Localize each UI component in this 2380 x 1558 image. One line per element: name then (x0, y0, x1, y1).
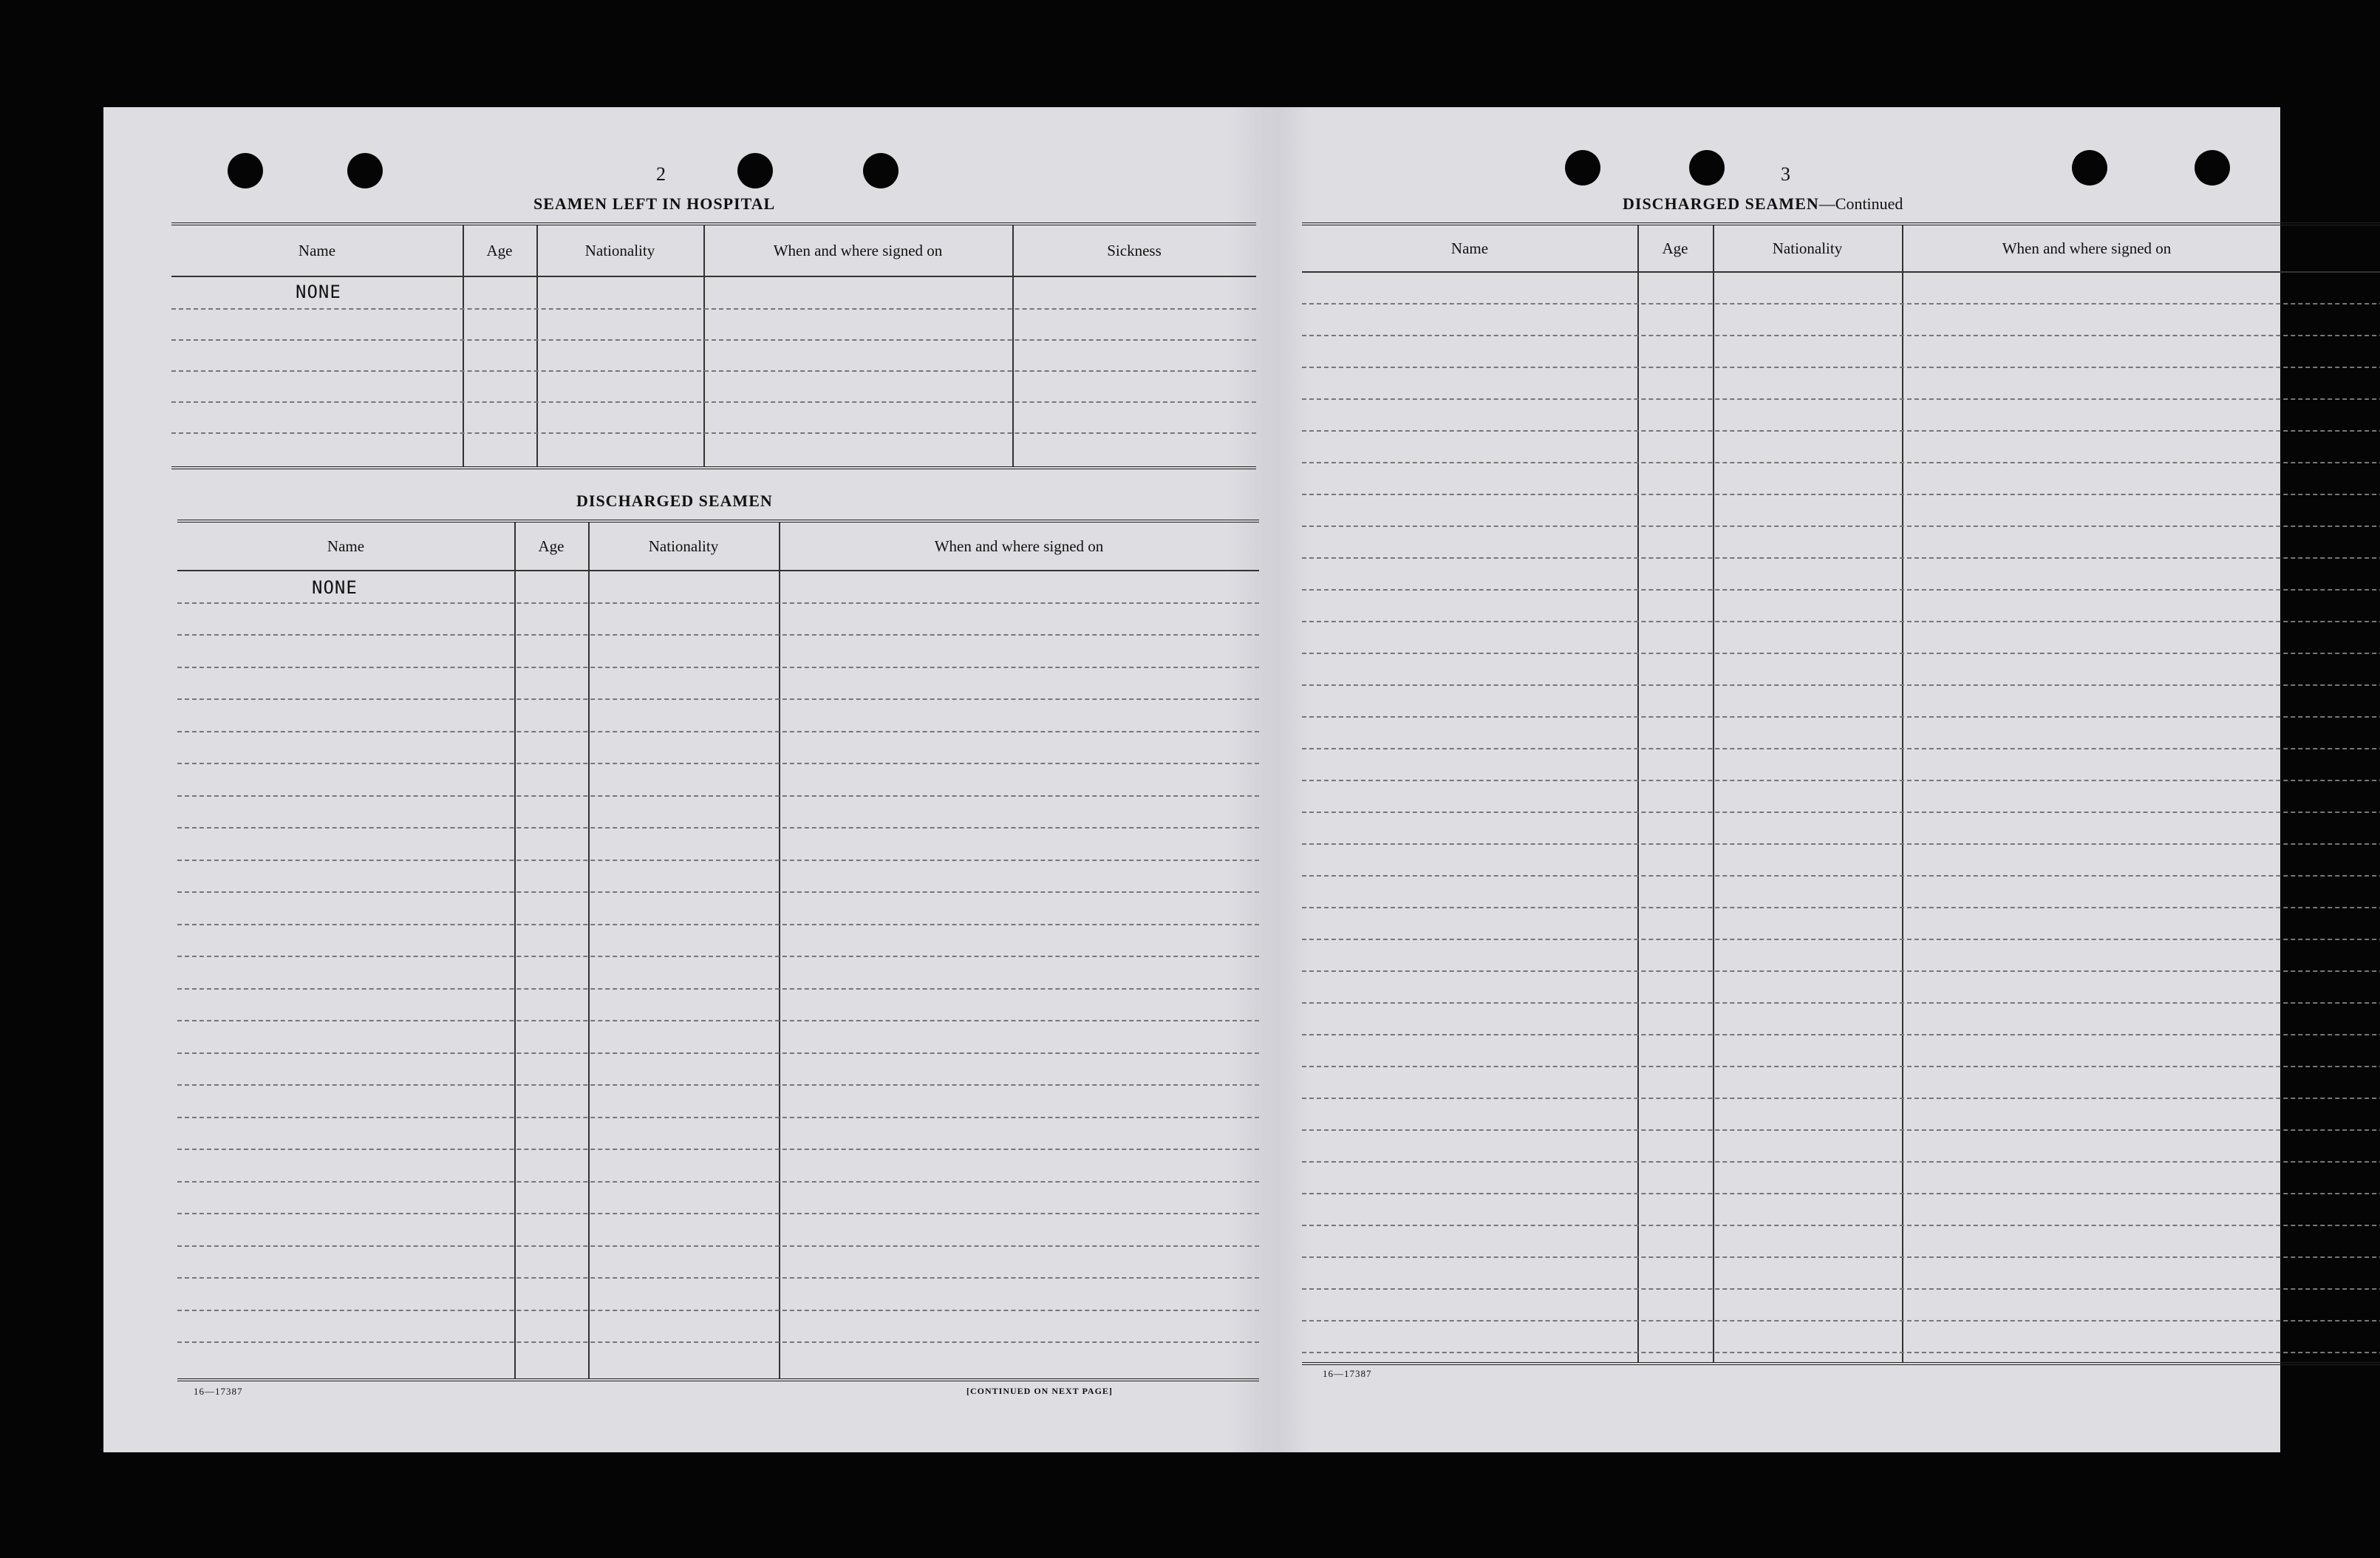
table-row (177, 1181, 1259, 1215)
table-row (1302, 653, 2380, 686)
table-row (177, 860, 1259, 894)
table-row (177, 602, 1259, 636)
table-row (1302, 1098, 2380, 1131)
table-row (1302, 335, 2380, 368)
table-row (1302, 1066, 2380, 1099)
discharged-continued-title (1623, 194, 1903, 214)
table-row (1302, 780, 2380, 813)
table-row (177, 827, 1259, 861)
table-row (1302, 1320, 2380, 1353)
table-row (171, 339, 1256, 372)
table-row (1302, 748, 2380, 781)
table-row (1302, 716, 2380, 749)
table-row (1302, 1034, 2380, 1067)
column-header-sickness: Sickness (1107, 241, 1162, 259)
table-row (1302, 1256, 2380, 1290)
table-row (177, 763, 1259, 797)
table-row (1302, 398, 2380, 432)
table-row (1302, 812, 2380, 845)
table-row (177, 1213, 1259, 1247)
discharged-section-title: DISCHARGED SEAMEN (576, 491, 773, 510)
table-row (1302, 462, 2380, 495)
table-row (1302, 589, 2380, 622)
table-row (1302, 1225, 2380, 1258)
table-row (177, 1149, 1259, 1183)
table-row (1302, 621, 2380, 654)
table-row (1302, 875, 2380, 908)
table-row (1302, 907, 2380, 940)
punch-hole (863, 153, 899, 188)
table-row (177, 924, 1259, 958)
column-header-age: Age (486, 241, 513, 259)
discharged-continued-title-main: DISCHARGED SEAMEN (1623, 194, 1819, 213)
table-row (177, 1020, 1259, 1054)
table-row (177, 1277, 1259, 1311)
table-row (177, 1084, 1259, 1118)
hospital-entry: NONE (296, 282, 341, 302)
punch-hole (1565, 150, 1600, 186)
form-number-right: 16—17387 (1323, 1368, 1372, 1379)
table-row (1302, 1002, 2380, 1035)
column-header-nationality: Nationality (1772, 239, 1843, 257)
table-row (1302, 939, 2380, 972)
form-number-left: 16—17387 (194, 1386, 243, 1397)
table-row (1302, 367, 2380, 400)
punch-hole (737, 153, 773, 188)
hospital-table (171, 222, 1256, 469)
document-sheet (103, 107, 2280, 1452)
table-row (177, 731, 1259, 765)
punch-hole (347, 153, 383, 188)
table-row (1302, 1161, 2380, 1194)
table-row (171, 370, 1256, 403)
discharged-continued-suffix: —Continued (1818, 194, 1903, 213)
page-number-right: 3 (1781, 163, 1790, 185)
table-row (1302, 970, 2380, 1004)
column-header-nationality: Nationality (648, 537, 719, 555)
discharged-entry: NONE (312, 577, 358, 598)
table-row (177, 1052, 1259, 1086)
punch-hole (2072, 150, 2107, 186)
table-row (177, 795, 1259, 829)
discharged-table (177, 520, 1259, 1381)
table-row (177, 698, 1259, 732)
column-header-signed-on: When and where signed on (773, 241, 943, 259)
table-row (1302, 303, 2380, 336)
table-row (1302, 1129, 2380, 1163)
continued-note: [CONTINUED ON NEXT PAGE] (966, 1386, 1113, 1396)
table-row (1302, 525, 2380, 559)
column-header-age: Age (1662, 239, 1688, 257)
table-row (1302, 1193, 2380, 1226)
table-row (1302, 271, 2380, 305)
table-row (1302, 557, 2380, 591)
table-row (1302, 843, 2380, 877)
column-header-age: Age (538, 537, 565, 555)
page-number-left: 2 (656, 163, 666, 185)
table-row (177, 1117, 1259, 1151)
table-row (177, 988, 1259, 1022)
table-row (1302, 494, 2380, 527)
column-header-name: Name (298, 241, 336, 259)
punch-hole (228, 153, 263, 188)
table-row (177, 956, 1259, 990)
column-header-signed-on: When and where signed on (934, 537, 1104, 555)
table-row (1302, 684, 2380, 718)
table-row (177, 1310, 1259, 1344)
column-header-nationality: Nationality (584, 241, 655, 259)
table-row (177, 634, 1259, 668)
punch-hole (1689, 150, 1725, 186)
column-header-name: Name (1450, 239, 1489, 257)
table-row (171, 401, 1256, 434)
table-row (171, 308, 1256, 341)
column-header-name: Name (327, 537, 365, 555)
punch-hole (2195, 150, 2230, 186)
table-row (177, 1245, 1259, 1279)
table-row (1302, 1288, 2380, 1321)
table-row (177, 891, 1259, 925)
column-header-signed-on: When and where signed on (2002, 239, 2172, 257)
hospital-section-title: SEAMEN LEFT IN HOSPITAL (533, 194, 776, 213)
table-row (1302, 430, 2380, 463)
table-row (177, 667, 1259, 701)
discharged-continued-table (1302, 222, 2380, 1365)
